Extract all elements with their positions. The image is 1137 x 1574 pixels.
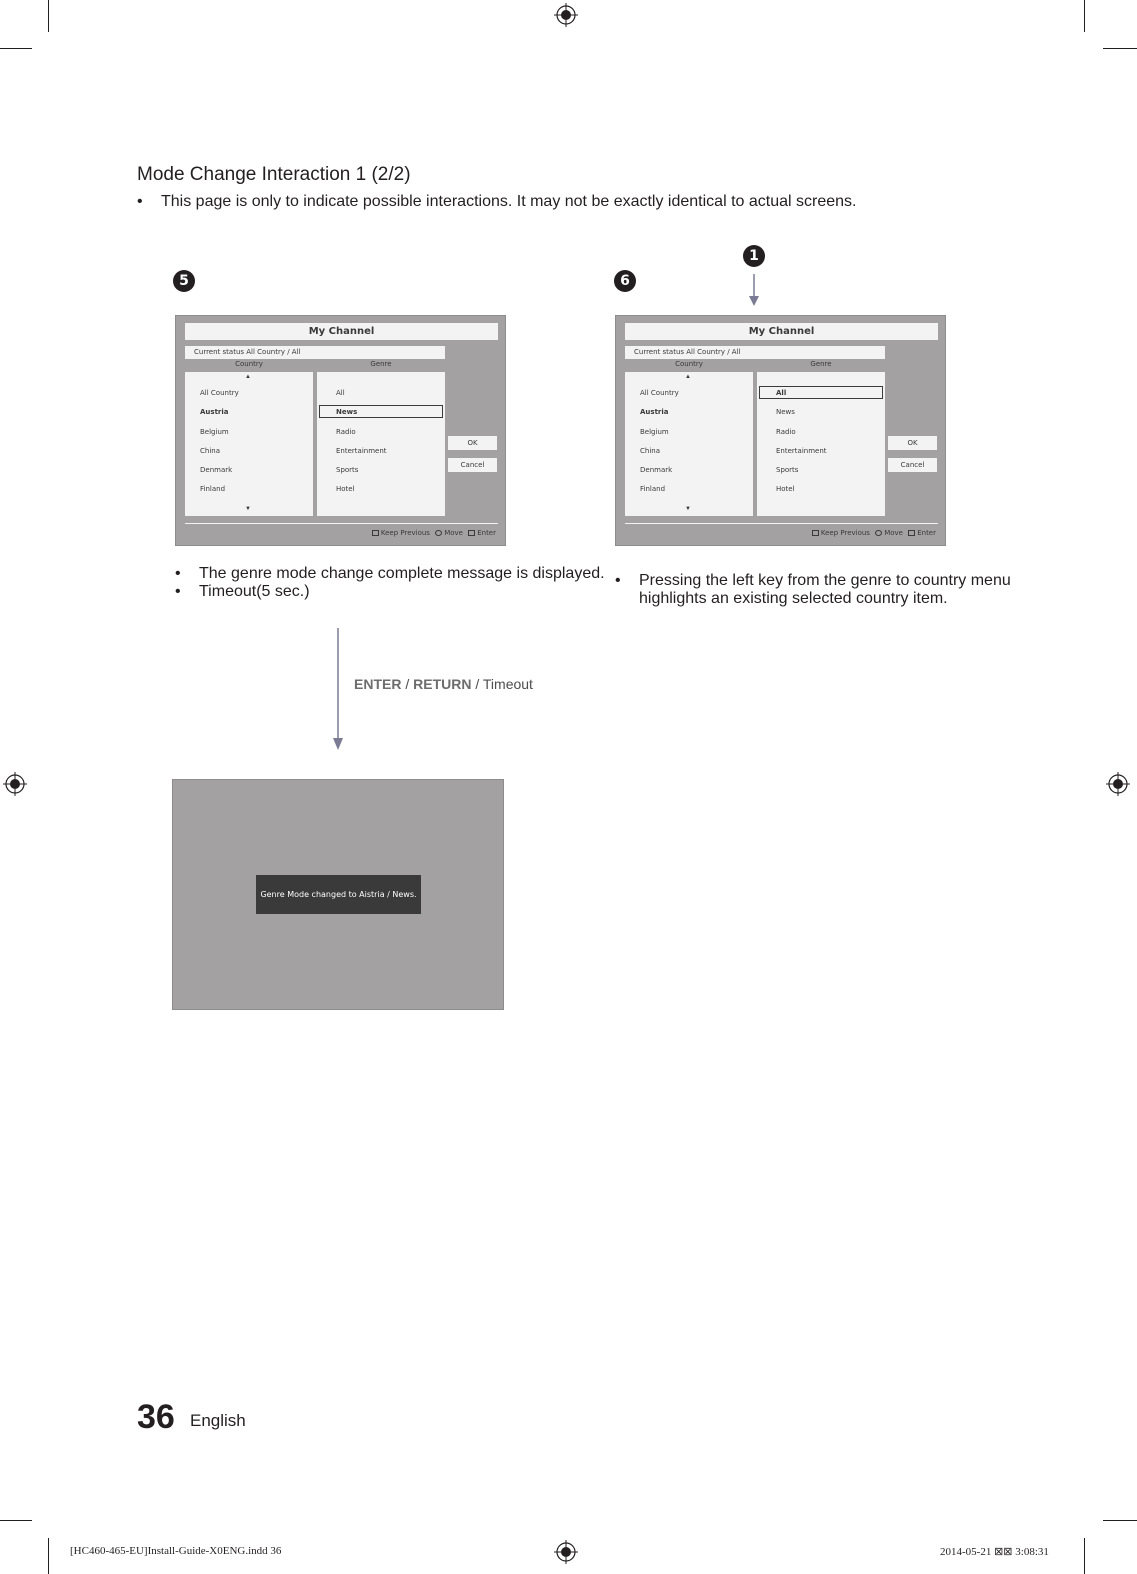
genre-item[interactable]: All bbox=[336, 389, 345, 397]
registration-mark-icon bbox=[554, 3, 578, 27]
genre-header: Genre bbox=[810, 360, 832, 368]
genre-list[interactable] bbox=[317, 372, 445, 516]
crop-mark bbox=[1084, 1538, 1085, 1574]
country-item[interactable]: Finland bbox=[200, 485, 226, 493]
country-item[interactable]: China bbox=[640, 447, 660, 455]
my-channel-screen-6 bbox=[615, 315, 946, 546]
divider bbox=[625, 523, 938, 524]
scroll-down-icon[interactable]: ▼ bbox=[245, 506, 251, 512]
bullet-icon: • bbox=[615, 572, 621, 589]
crop-mark bbox=[1084, 0, 1085, 32]
genre-item[interactable]: Entertainment bbox=[336, 447, 387, 455]
message-screen bbox=[172, 779, 504, 1010]
note-text: Timeout(5 sec.) bbox=[199, 583, 310, 600]
registration-mark-icon bbox=[554, 1540, 578, 1564]
footer-move: Move bbox=[884, 529, 903, 537]
genre-item[interactable]: Entertainment bbox=[776, 447, 827, 455]
scroll-down-icon[interactable]: ▼ bbox=[685, 506, 691, 512]
divider bbox=[185, 523, 498, 524]
genre-list[interactable] bbox=[757, 372, 885, 516]
screen-footer bbox=[809, 529, 936, 537]
footer-keep: Keep Previous bbox=[820, 529, 870, 537]
flow-timeout: Timeout bbox=[482, 676, 533, 692]
flow-sep: / bbox=[471, 676, 483, 692]
footer-keep: Keep Previous bbox=[380, 529, 430, 537]
genre-item[interactable]: Sports bbox=[336, 466, 359, 474]
country-item-selected[interactable]: Austria bbox=[200, 408, 229, 416]
step-1-marker: 1 bbox=[743, 245, 765, 267]
bullet-icon: • bbox=[137, 193, 143, 210]
cancel-button[interactable]: Cancel bbox=[888, 458, 937, 472]
slug-file: [HC460-465-EU]Install-Guide-X0ENG.indd 36 bbox=[70, 1545, 282, 1557]
crop-mark bbox=[0, 48, 32, 49]
country-item[interactable]: Belgium bbox=[640, 428, 669, 436]
step-6-marker: 6 bbox=[614, 270, 636, 292]
country-header: Country bbox=[675, 360, 703, 368]
keep-previous-icon bbox=[372, 530, 379, 536]
ok-button[interactable]: OK bbox=[888, 436, 937, 450]
bullet-icon: • bbox=[175, 565, 181, 582]
flow-return: RETURN bbox=[413, 676, 472, 692]
flow-enter: ENTER bbox=[354, 676, 402, 692]
genre-item-focused[interactable]: All bbox=[776, 389, 787, 397]
step-5-marker: 5 bbox=[173, 270, 195, 292]
country-item[interactable]: Finland bbox=[640, 485, 666, 493]
screen-footer bbox=[369, 529, 496, 537]
crop-mark bbox=[48, 0, 49, 32]
genre-item[interactable]: Sports bbox=[776, 466, 799, 474]
country-item-selected[interactable]: Austria bbox=[640, 408, 669, 416]
country-item[interactable]: All Country bbox=[200, 389, 239, 397]
registration-mark-icon bbox=[3, 772, 27, 796]
genre-item[interactable]: Radio bbox=[776, 428, 796, 436]
flow-label bbox=[354, 676, 533, 692]
screen-title: My Channel bbox=[185, 323, 498, 340]
my-channel-screen-5 bbox=[175, 315, 506, 546]
genre-mode-message: Genre Mode changed to Aistria / News. bbox=[256, 875, 421, 914]
flow-arrow-icon bbox=[331, 628, 345, 752]
country-item[interactable]: Denmark bbox=[640, 466, 673, 474]
current-status: Current status All Country / All bbox=[625, 346, 885, 359]
intro-text: This page is only to indicate possible interactions. It may not be exactly identical to actual screens. bbox=[161, 193, 857, 210]
ok-button[interactable]: OK bbox=[448, 436, 497, 450]
genre-item[interactable]: Hotel bbox=[776, 485, 795, 493]
genre-item-focused[interactable]: News bbox=[336, 408, 358, 416]
crop-mark bbox=[1103, 1520, 1137, 1521]
genre-item[interactable]: Hotel bbox=[336, 485, 355, 493]
footer-move: Move bbox=[444, 529, 463, 537]
footer-enter: Enter bbox=[477, 529, 496, 537]
country-item[interactable]: Belgium bbox=[200, 428, 229, 436]
footer-enter: Enter bbox=[917, 529, 936, 537]
screen-title: My Channel bbox=[625, 323, 938, 340]
crop-mark bbox=[48, 1538, 49, 1574]
flow-sep: / bbox=[401, 676, 414, 692]
move-icon bbox=[435, 530, 442, 536]
scroll-up-icon[interactable]: ▲ bbox=[245, 374, 251, 380]
registration-mark-icon bbox=[1106, 772, 1130, 796]
keep-previous-icon bbox=[812, 530, 819, 536]
note-text: The genre mode change complete message is displayed. bbox=[199, 565, 605, 582]
genre-header: Genre bbox=[370, 360, 392, 368]
move-icon bbox=[875, 530, 882, 536]
cancel-button[interactable]: Cancel bbox=[448, 458, 497, 472]
country-list[interactable] bbox=[185, 372, 313, 516]
country-list[interactable] bbox=[625, 372, 753, 516]
enter-icon bbox=[908, 530, 915, 536]
scroll-up-icon[interactable]: ▲ bbox=[685, 374, 691, 380]
note-text: highlights an existing selected country item. bbox=[639, 590, 948, 607]
genre-item[interactable]: Radio bbox=[336, 428, 356, 436]
slug-date: 2014-05-21 ⊠⊠ 3:08:31 bbox=[940, 1546, 1049, 1558]
country-item[interactable]: All Country bbox=[640, 389, 679, 397]
country-item[interactable]: China bbox=[200, 447, 220, 455]
page-language: English bbox=[190, 1411, 246, 1430]
country-header: Country bbox=[235, 360, 263, 368]
section-title: Mode Change Interaction 1 (2/2) bbox=[137, 164, 411, 185]
crop-mark bbox=[1103, 48, 1137, 49]
current-status: Current status All Country / All bbox=[185, 346, 445, 359]
note-text: Pressing the left key from the genre to country menu bbox=[639, 572, 1011, 589]
genre-item[interactable]: News bbox=[776, 408, 795, 416]
crop-mark bbox=[0, 1520, 32, 1521]
down-arrow-icon bbox=[746, 274, 762, 307]
page-number: 36 bbox=[137, 1398, 175, 1436]
bullet-icon: • bbox=[175, 583, 181, 600]
country-item[interactable]: Denmark bbox=[200, 466, 233, 474]
enter-icon bbox=[468, 530, 475, 536]
